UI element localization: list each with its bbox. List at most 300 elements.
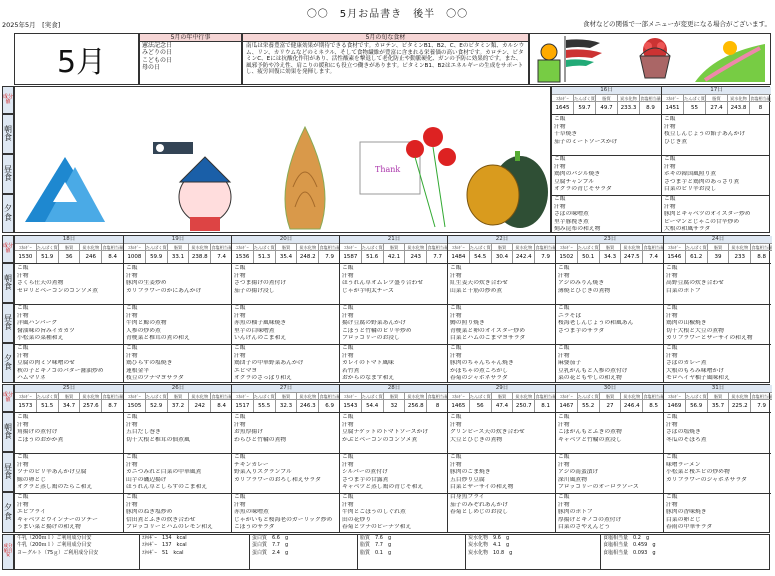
nutrient-heads	[664, 392, 772, 399]
footer-cell: 蛋白質 2.4 g	[252, 549, 289, 556]
nutrient-head: 食塩相当量	[427, 245, 448, 250]
breakfast-dish: 汁物	[234, 272, 246, 279]
breakfast-dish: セロリとベーコンのコンソメ煮	[17, 287, 99, 294]
dinner-label: 夕食	[2, 492, 14, 533]
nutrient-value: 242	[188, 400, 210, 412]
lunch-dish: ホキの韓国風照り煮	[664, 171, 717, 178]
nutrient-label: 成分値	[2, 235, 14, 263]
lunch-label: 昼食	[2, 154, 14, 194]
lunch-dish: チキンカレー	[234, 461, 269, 468]
footer-fat	[358, 535, 466, 569]
event-item: こどもの日	[142, 56, 173, 64]
nutrient-value: 1517	[235, 403, 250, 409]
nutrient-head: 炭水化物	[617, 95, 639, 101]
lunch-dish: 鶏肉のバジル焼き	[554, 171, 601, 178]
breakfast-dish: 千草焼き	[554, 131, 578, 138]
dinner-dish: 赤魚の味噌煮	[234, 509, 269, 516]
dinner-dish: ご飯	[450, 345, 462, 351]
lunch-dish: 汁物	[17, 312, 29, 319]
nutrient-value: 51.5	[36, 400, 58, 412]
breakfast-dish: 汁物	[126, 272, 138, 279]
row-line	[15, 412, 123, 413]
nutrient-head: たんぱく質	[685, 245, 707, 250]
nutrient-head: 炭水化物	[188, 244, 210, 250]
nutrient-head: ｴﾈﾙｷﾞｰ	[236, 245, 249, 250]
nutrient-head: 食塩相当量	[211, 245, 232, 250]
breakfast-dish: 汁物	[17, 421, 29, 428]
nutrient-value: 42.1	[383, 251, 405, 263]
lunch-dish: 深川風煮物	[558, 476, 587, 483]
row-line	[662, 114, 770, 115]
footer-cell: 脂質 7.6 g	[360, 535, 392, 541]
breakfast-dish: 汁物	[342, 272, 354, 279]
nutrient-head: 食塩相当量	[643, 394, 664, 399]
footer-energy	[140, 535, 250, 569]
breakfast-dish: 汁物	[450, 421, 462, 428]
nutrient-head: 炭水化物	[404, 393, 426, 399]
nutrient-value: 248.2	[296, 251, 318, 263]
breakfast-label: 朝食	[2, 114, 14, 154]
row-line	[15, 263, 123, 264]
nutrient-values	[664, 250, 772, 263]
lunch-dish: 里芋の白味噌煮	[234, 327, 275, 334]
nutrient-value: 56	[469, 400, 491, 412]
nutrient-head: ｴﾈﾙｷﾞｰ	[452, 394, 465, 399]
dinner-dish: 豚肉のポトフ	[558, 509, 593, 516]
nutrient-value: 1536	[235, 254, 250, 260]
lunch-dish: ご飯	[558, 454, 570, 460]
row-line	[124, 263, 231, 264]
dinner-dish: ピーマンとじゃこの甘辛炒め	[664, 218, 740, 225]
lunch-dish: 汁物	[666, 312, 678, 319]
picture-area	[14, 86, 551, 233]
nutrient-head: 脂質	[595, 95, 617, 101]
dinner-dish: 春菊とツナのピーナツ和え	[342, 524, 412, 531]
nutrient-value: 1530	[18, 254, 33, 260]
footer-cell: 食塩相当量 0.2 g	[603, 535, 650, 541]
nutrient-value: 8.7	[101, 400, 123, 412]
lunch-dish: さつま芋のサラダ	[558, 327, 605, 334]
lunch-dish: カリフラワーのジャボネサラダ	[666, 476, 747, 483]
breakfast-dish: ごぼうのおかか煮	[17, 436, 64, 443]
days-18-24	[14, 235, 770, 383]
breakfast-dish: 汁物	[554, 123, 566, 130]
day-date: 23日	[556, 236, 664, 243]
nutrient-value: 1469	[667, 403, 682, 409]
dinner-dish: おからのなます和え	[342, 375, 395, 382]
day-date: 21日	[340, 236, 448, 243]
day-date: 27日	[232, 385, 340, 392]
nutrient-head: 脂質	[383, 393, 405, 399]
nutrient-head: 炭水化物	[728, 393, 750, 399]
nutrient-value: 8	[426, 400, 448, 412]
dinner-dish: 汁物	[666, 501, 678, 508]
dinner-dish: キャベツとウインナーのソテー	[17, 516, 98, 523]
breakfast-dish: 汁物	[126, 421, 138, 428]
dinner-dish: 牛肉とごぼうのしぐれ煮	[342, 509, 406, 516]
breakfast-dish: ご飯	[450, 414, 462, 420]
nutrient-head: 食塩相当量	[643, 245, 664, 250]
dinner-label: 夕食	[2, 194, 14, 233]
row-line	[556, 412, 663, 413]
change-notice: 食材などの関係で一部メニューが変更になる場合がございます。	[583, 20, 771, 28]
dinner-dish: 麻婆茄子	[558, 360, 582, 367]
nutrient-head: 食塩相当量	[535, 245, 556, 250]
breakfast-dish: 枝豆しんじょうの餡子あんかけ	[664, 131, 746, 138]
dinner-dish: 汁物	[450, 352, 462, 359]
dinner-dish: ご飯	[234, 494, 246, 500]
breakfast-dish: ご飯	[666, 414, 678, 420]
breakfast-dish: ご飯	[666, 265, 678, 271]
nutrient-value: 59.7	[573, 102, 595, 114]
mountain-icon	[25, 157, 105, 222]
breakfast-dish: 五目だし巻き	[126, 429, 161, 436]
nutrient-head: ｴﾈﾙｷﾞｰ	[344, 245, 357, 250]
reference-values	[2, 534, 770, 570]
lunch-dish: 野菜入りスクランブル	[234, 469, 292, 476]
dinner-dish: 蓮根金平	[126, 367, 150, 374]
breakfast-dish: ご飯	[17, 265, 29, 271]
nutrient-head: ｴﾈﾙｷﾞｰ	[556, 96, 569, 101]
footer-cell: 脂質 7.7 g	[360, 542, 392, 549]
lunch-dish: ご飯	[554, 156, 566, 162]
lunch-dish: アジの南蛮漬け	[558, 469, 599, 476]
row-line	[664, 263, 771, 264]
breakfast-dish: ご飯	[126, 414, 138, 420]
dinner-dish: ご飯	[17, 345, 29, 351]
dinner-dish: 刻み昆布の和え物	[554, 226, 601, 233]
decoration-illustration	[530, 34, 770, 84]
nutrient-head: たんぱく質	[685, 394, 707, 399]
breakfast-dish: お魚厚揚げ	[234, 429, 263, 436]
nutrient-value: 7.9	[750, 400, 772, 412]
dinner-dish: さばの味噌煮	[554, 211, 589, 218]
dinner-dish: 豚肉の香味焼き	[666, 509, 707, 516]
lunch-dish: シルバーの煮付け	[342, 469, 388, 476]
svg-text:Thank: Thank	[375, 165, 401, 174]
decoration-panel	[529, 33, 771, 85]
nutrient-value: 1587	[343, 254, 358, 260]
nutrient-head: ｴﾈﾙｷﾞｰ	[236, 394, 249, 399]
nutrient-head: 炭水化物	[79, 244, 101, 250]
row-line	[232, 412, 339, 413]
nutrient-head: ｴﾈﾙｷﾞｰ	[560, 394, 573, 399]
breakfast-dish: 切干大根と椎茸の佃煮風	[126, 436, 190, 443]
breakfast-dish: 茄子の揚げ浸し	[234, 287, 275, 294]
nutrient-value: 1645	[555, 105, 570, 111]
dinner-dish: 汁物	[17, 501, 29, 508]
breakfast-dish: カリフラワーのかにあんかけ	[126, 287, 202, 294]
nutrient-head: ｴﾈﾙｷﾞｰ	[19, 394, 32, 399]
days-16-17	[551, 86, 770, 233]
lunch-dish: 汁物	[664, 163, 676, 170]
nutrient-value: 55.2	[577, 400, 599, 412]
day-column	[447, 385, 555, 532]
dinner-dish: 春菊のジャボネサラダ	[450, 375, 508, 382]
lunch-dish: 鯨の卵とじ	[17, 476, 46, 483]
nutrient-value: 49.7	[595, 102, 617, 114]
lunch-dish: ご飯	[450, 305, 462, 311]
nutrient-value: 243.8	[727, 102, 749, 114]
row-line	[552, 114, 661, 115]
breakfast-label: 朝食	[2, 263, 14, 303]
lunch-dish: さつま芋と鶏肉のあっさり煮	[664, 178, 740, 185]
dinner-dish: 汁物	[554, 203, 566, 210]
dinner-dish: 豚肉とキャベツのオイスター炒め	[664, 211, 751, 218]
nutrient-head: たんぱく質	[577, 394, 599, 399]
dinner-dish: 春菊としめじのお浸し	[450, 509, 508, 516]
breakfast-dish: 汁物	[558, 421, 570, 428]
day-column	[339, 236, 447, 382]
nutrient-value: 247.5	[620, 251, 642, 263]
lunch-dish: 汁物	[554, 163, 566, 170]
dinner-dish: 白身魚フライ	[450, 494, 485, 500]
dinner-dish: 白菜の卵とじ	[666, 516, 701, 523]
dinner-dish: オクラのさっぱり和え	[234, 375, 292, 382]
lunch-dish: ごぼうと竹輪のピリ辛炒め	[342, 327, 412, 334]
nutrient-head: ｴﾈﾙｷﾞｰ	[344, 394, 357, 399]
event-item: みどりの日	[142, 49, 173, 57]
nutrient-value: 36	[58, 251, 80, 263]
nutrient-heads	[664, 243, 772, 250]
event-item: 憲法記念日	[142, 42, 173, 49]
nutrient-value: 35.7	[707, 400, 729, 412]
day-column	[661, 87, 770, 232]
lunch-dish: オクラの青じそサラダ	[554, 186, 612, 193]
lunch-dish: ブロッコリーのオーロラソース	[558, 484, 639, 491]
footer-cell: 牛乳（200ｍｌ）ご利用成分目安	[17, 535, 92, 541]
lunch-dish: さつま芋の甘露煮	[342, 476, 389, 483]
nutrient-head: 食塩相当量	[751, 394, 772, 399]
nutrient-value: 33.1	[167, 251, 189, 263]
nutrient-value: 8.1	[534, 400, 556, 412]
breakfast-dish: ご飯	[234, 265, 246, 271]
nutrient-head: たんぱく質	[469, 394, 491, 399]
lunch-dish: 汁物	[126, 312, 138, 319]
nutrient-value: 27.4	[705, 102, 727, 114]
dinner-dish: エビマヨ	[234, 367, 258, 374]
nutrient-value: 39	[707, 251, 729, 263]
breakfast-dish: ご飯	[342, 414, 354, 420]
breakfast-dish: 角揚げの煮付け	[17, 429, 58, 436]
lunch-dish: キャベツと蒸し鶏の青じそ和え	[342, 484, 424, 491]
nutrient-value: 8.4	[101, 251, 123, 263]
nutrient-values	[124, 250, 232, 263]
dinner-dish: ご飯	[126, 345, 138, 351]
footer-cell: ヨーグルト（75ｇ）ご利用成分目安	[17, 549, 99, 556]
nutrient-head: 脂質	[491, 393, 513, 399]
nutrient-head: 脂質	[58, 393, 80, 399]
dinner-dish: 白菜のさやえんどう	[558, 524, 611, 531]
lunch-dish: 汁物	[17, 461, 29, 468]
footer-cell: 脂質 0.1 g	[360, 549, 392, 556]
lunch-dish: 小松菜の菜種和え	[17, 335, 64, 342]
lunch-dish: カリフラワーのおろし和えサラダ	[234, 476, 321, 483]
day-column	[663, 236, 771, 382]
dinner-dish: 菜の花ともやしの和え物	[558, 375, 622, 382]
dinner-dish: 豆乳がんもと人参の煮付け	[558, 367, 628, 374]
day-column	[123, 236, 231, 382]
nutrient-value: 246.3	[296, 400, 318, 412]
day-date: 24日	[664, 236, 772, 243]
events-heading: 5月の年中行事	[140, 34, 241, 42]
nutrient-value: 1484	[451, 254, 466, 260]
lunch-dish: 白菜とザーサイの和え物	[450, 484, 514, 491]
dinner-dish: エビフライ	[17, 509, 46, 516]
lunch-dish: 山芋の磯辺揚げ	[126, 476, 167, 483]
nutrient-label: 成分値	[2, 86, 14, 114]
nutrient-heads	[448, 392, 556, 399]
footer-cell: 牛乳（200ｍｌ）ご利用成分目安	[17, 542, 92, 549]
dinner-dish: 春雨の中華サラダ	[666, 524, 713, 531]
nutrient-value: 7.7	[426, 251, 448, 263]
dinner-dish: 汁物	[234, 501, 246, 508]
nutrient-head: 食塩相当量	[211, 394, 232, 399]
nutrient-head: 炭水化物	[404, 244, 426, 250]
dinner-dish: ご飯	[234, 345, 246, 351]
lunch-dish: 青梗菜と椎茸の煮の和え	[126, 335, 190, 342]
lunch-dish: ほうれん草としらすのごま和え	[126, 484, 208, 491]
nutrient-head: ｴﾈﾙｷﾞｰ	[668, 394, 681, 399]
breakfast-dish: 大豆とひじきの煮物	[450, 436, 503, 443]
lunch-label: 昼食	[2, 303, 14, 343]
week-block-3	[2, 384, 770, 533]
nutrient-head: たんぱく質	[253, 245, 275, 250]
footer-cell: 炭水化物 10.8 g	[468, 549, 513, 556]
dinner-dish: 汁物	[342, 501, 354, 508]
breakfast-dish: ご飯	[664, 116, 676, 122]
lunch-dish: いんげんのごま和え	[234, 335, 287, 342]
dinner-dish: じゃがいもと桜海老のガーリック炒め	[234, 516, 333, 523]
nutrient-value: 8.5	[642, 400, 664, 412]
nutrient-heads	[448, 243, 556, 250]
nutrient-value: 1008	[127, 254, 142, 260]
dinner-dish: 汁物	[664, 203, 676, 210]
nutrient-value: 54.5	[469, 251, 491, 263]
breakfast-dish: 汁物	[558, 272, 570, 279]
lunch-dish: 人参の炒め煮	[126, 327, 161, 334]
dinner-dish: 鶏団子の中華野菜あんかけ	[234, 360, 304, 367]
nutrient-head: 食塩相当量	[319, 245, 340, 250]
nutrient-head: ｴﾈﾙｷﾞｰ	[560, 245, 573, 250]
nutrient-head: たんぱく質	[145, 394, 167, 399]
breakfast-dish: さばの塩焼き	[666, 429, 701, 436]
nutrient-value: 7.9	[534, 251, 556, 263]
nutrient-head: 脂質	[599, 393, 621, 399]
lunch-dish: 白菜とハムのごまマヨサラダ	[450, 335, 526, 342]
footer-cell: 食塩相当量 0.459 g	[603, 542, 656, 549]
nutrient-value: 246	[79, 251, 101, 263]
lunch-dish: 汁物	[450, 461, 462, 468]
nutrient-values	[340, 250, 448, 263]
nutrient-value: 250.7	[512, 400, 534, 412]
lunch-dish: 汁物	[558, 461, 570, 468]
koinobori-boy-icon	[153, 142, 231, 231]
month-year-note: 2025年5月 [実食]	[2, 21, 61, 29]
nutrient-value: 242.4	[512, 251, 534, 263]
dinner-dish: ご飯	[666, 345, 678, 351]
day-date: 26日	[124, 385, 232, 392]
row-line	[448, 412, 555, 413]
nutrient-value: 30.4	[491, 251, 513, 263]
nutrient-value: 238.8	[188, 251, 210, 263]
nutrient-head: 脂質	[383, 244, 405, 250]
dinner-dish: 汁物	[126, 501, 138, 508]
nutrient-head: 脂質	[58, 244, 80, 250]
nutrient-head: 炭水化物	[620, 393, 642, 399]
breakfast-dish: ほうれん草オムレツ盛り合わせ	[342, 280, 424, 287]
dinner-dish: ご飯	[126, 494, 138, 500]
footer-cell: ｴﾈﾙｷﾞｰ 137 kcal	[142, 542, 187, 549]
lunch-dish: 桜海老しんじょうの和風あん	[558, 320, 634, 327]
dinner-dish: ブロッコリーとハムのレモン和え	[126, 524, 213, 531]
day-date: 25日	[15, 385, 123, 392]
breakfast-dish: キャベツと竹輪の煮浸し	[558, 436, 622, 443]
lunch-dish: 小松菜と桜エビの炒め物	[666, 469, 730, 476]
lunch-dish: ご飯	[450, 454, 462, 460]
nutrient-values	[662, 101, 771, 114]
nutrient-head: 炭水化物	[728, 244, 750, 250]
dinner-dish: 田の花炒り	[342, 516, 371, 523]
nutrient-head: たんぱく質	[36, 394, 58, 399]
nutrient-value: 6.9	[318, 400, 340, 412]
nutrient-head: 食塩相当量	[750, 96, 771, 101]
nutrient-head: 脂質	[707, 393, 729, 399]
nutrient-head: 炭水化物	[296, 393, 318, 399]
nutrient-head: たんぱく質	[574, 96, 595, 101]
nutrient-head: 脂質	[707, 244, 729, 250]
dinner-dish: カレイのトマト風味	[342, 360, 394, 367]
breakfast-dish: 紅生姜天の炊き合わせ	[450, 280, 508, 287]
footer-items	[15, 535, 140, 569]
dinner-dish: 汁物	[558, 352, 570, 359]
nutrient-value: 52.9	[145, 400, 167, 412]
dinner-dish: 秋の子とキノコのバター醤油炒め	[17, 367, 104, 374]
lunch-dish: ご飯	[342, 305, 354, 311]
event-item: 母の日	[142, 64, 161, 72]
day-date: 20日	[232, 236, 340, 243]
day-date: 22日	[448, 236, 556, 243]
breakfast-dish: 汁物	[450, 272, 462, 279]
lunch-dish: ご飯	[126, 454, 138, 460]
dinner-dish: 大根のもろみ味噌かけ	[666, 367, 724, 374]
lunch-dish: 切干大根と大豆の煮物	[666, 327, 724, 334]
nutrient-heads	[15, 392, 123, 399]
lunch-dish: 青梗菜と卵のオイスター炒め	[450, 327, 526, 334]
footer-cell: 炭水化物 9.6 g	[468, 535, 510, 541]
dinner-dish: モロヘイヤ柚子風味和え	[666, 375, 730, 382]
nutrient-head: ｴﾈﾙｷﾞｰ	[19, 245, 32, 250]
lunch-dish: ご飯	[666, 305, 678, 311]
lunch-dish: ブロッコリーのお浸し	[342, 335, 400, 342]
breakfast-dish: 高野豆腐の炊き合わせ	[666, 280, 724, 287]
day-date: 16日	[552, 87, 661, 94]
nutrient-value: 256.8	[404, 400, 426, 412]
carnation-card-icon	[360, 127, 456, 227]
lunch-dish: ご飯	[17, 305, 29, 311]
dinner-dish: うまい菜と揚げの和え物	[17, 524, 81, 531]
breakfast-dish: ご飯	[450, 265, 462, 271]
nutrient-head: 脂質	[275, 393, 297, 399]
day-date: 29日	[448, 385, 556, 392]
lunch-dish: 醤油味の旨みイカカツ	[17, 327, 75, 334]
dinner-dish: ご飯	[558, 345, 570, 351]
nutrient-value: 7.4	[210, 251, 232, 263]
dinner-dish: 茄子のみぞれあんかけ	[450, 501, 508, 508]
footer-cell: 蛋白質 7.7 g	[252, 542, 289, 549]
day-column	[339, 385, 447, 532]
nutrient-head: 脂質	[705, 95, 727, 101]
